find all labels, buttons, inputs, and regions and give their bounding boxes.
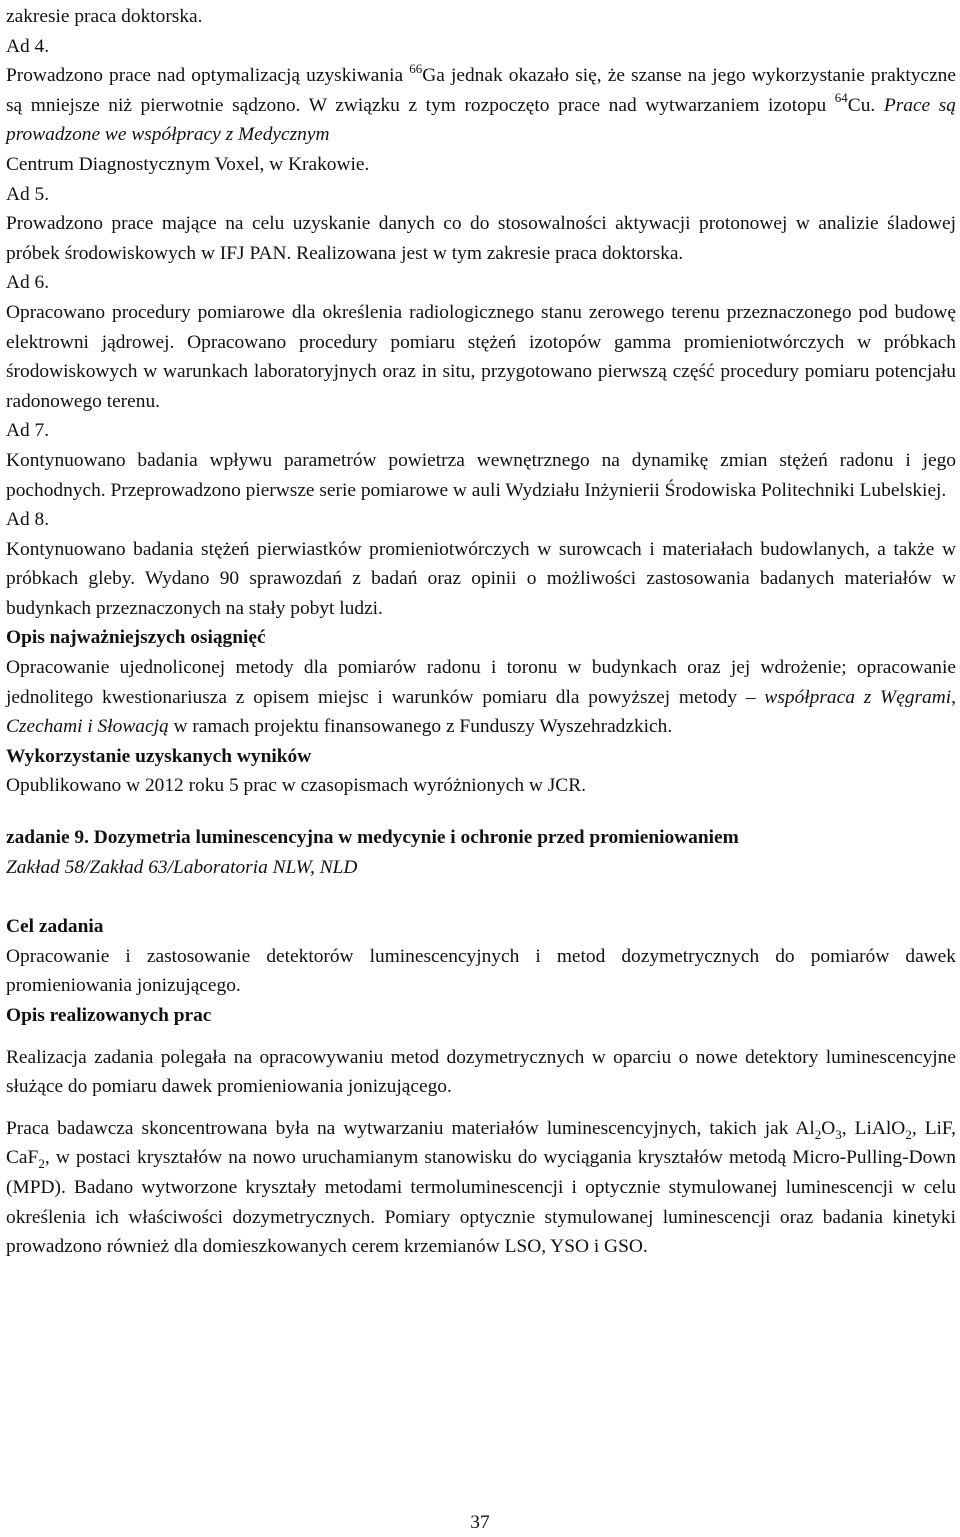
paragraph-ad-4-end: Centrum Diagnostycznym Voxel, w Krakowie.: [6, 153, 370, 175]
paragraph-ad-5: Prowadzono prace mające na celu uzyskanie danych co do stosowalności aktywacji protonowej w analizie śladowej próbek środowiskowych w IFJ PAN. Realizowana jest w tym zakresie praca doktorska.: [6, 213, 956, 264]
work-text-2: Praca badawcza skoncentrowana była na wytwarzaniu materiałów luminescencyjnych, takich jak $Al_2O_3$, LiAlO$_2$, LiF, CaF$_2$, w postaci kryształów na nowo uruchamianym stanowisku do wyciągania kryształów metodą Micro-Pulling-Down (MPD). Badano wytworzone kryształy metodami termoluminescencji i optycznie stymulowanej luminescencji w celu określenia ich właściwości dozymetrycznych. Pomiary optycznie stymulowanej luminescencji oraz badania kinetyki prowadzono również dla domieszkowanych cerem krzemianów LSO, YSO i GSO.: [6, 1117, 957, 1258]
task-9-units: Zakład 58/Zakład 63/Laboratoria NLW, NLD: [6, 856, 358, 878]
page-number: 37: [470, 1512, 490, 1533]
isotope-mass-66: 66: [409, 60, 423, 76]
work-heading: Opis realizowanych prac: [6, 1005, 212, 1026]
paragraph-ad-7: Kontynuowano badania wpływu parametrów powietrza wewnętrznego na dynamikę zmian stężeń radonu i jego pochodnych. Przeprowadzono pierwsze serie pomiarowe w auli Wydziału Inżynierii Środowiska Politechniki Lubelskiej.: [6, 449, 956, 501]
paragraph-ad-4: Prowadzono prace nad optymalizacją uzyskiwania $^{66}$Ga jednak okazało się, że szanse na jego wykorzystanie praktyczne są mniejsze niż pierwotnie sądzono. W związku z tym rozpoczęto prace nad wytwarzaniem izotopu $^{64}$Cu. Prace są prowadzone we współpracy z Medycznym: [6, 60, 957, 146]
results-heading: Wykorzystanie uzyskanych wyników: [6, 745, 312, 767]
task-9-title: zadanie 9. Dozymetria luminescencyjna w medycynie i ochronie przed promieniowaniem: [6, 827, 739, 849]
isotope-mass-64: 64: [834, 90, 848, 106]
paragraph-ad-8: Kontynuowano badania stężeń pierwiastków promieniotwórczych w surowcach i materiałach budowlanych, a także w próbkach gleby. Wydano 90 sprawozdań z badań oraz opinii o możliwości zastosowania badanych materiałów w budynkach przeznaczonych na stały pobyt ludzi.: [6, 538, 956, 619]
document-page: [6, 2, 956, 1262]
achievements-heading: Opis najważniejszych osiągnięć: [6, 627, 266, 649]
ad-7-label: Ad 7.: [6, 420, 50, 442]
goal-text: Opracowanie i zastosowanie detektorów luminescencyjnych i metod dozymetrycznych do pomiarów dawek promieniowania jonizującego.: [6, 945, 956, 997]
goal-heading: Cel zadania: [6, 916, 104, 938]
ad-8-label: Ad 8.: [6, 509, 50, 531]
paragraph-ad-6: Opracowano procedury pomiarowe dla określenia radiologicznego stanu zerowego terenu przeznaczonego pod budowę elektrowni jądrowej. Opracowano procedury pomiaru stężeń izotopów gamma promieniotwórczych w próbkach środowiskowych w warunkach laboratoryjnych oraz in situ, przygotowano pierwszą część procedury pomiaru potencjału radonowego terenu.: [6, 301, 956, 412]
italic-note: Prace są prowadzone we współpracy z Medycznym: [6, 94, 957, 146]
work-text-1: Realizacja zadania polegała na opracowywaniu metod dozymetrycznych w oparciu o nowe detektory luminescencyjne służące do pomiaru dawek promieniowania jonizującego.: [6, 1046, 956, 1098]
achievements-text: Opracowanie ujednoliconej metody dla pomiarów radonu i toronu w budynkach oraz jej wdrożenie; opracowanie jednolitego kwestionariusza z opisem miejsc i warunków pomiaru dla powyższej metody – współpraca z Węgrami, Czechami i Słowacją w ramach projektu finansowanego z Funduszy Wyszehradzkich.: [6, 657, 956, 738]
results-text: Opublikowano w 2012 roku 5 prac w czasopismach wyróżnionych w JCR.: [6, 775, 586, 797]
ad-6-label: Ad 6.: [6, 272, 50, 294]
ad-5-label: Ad 5.: [6, 183, 50, 205]
paragraph-continuation: zakresie praca doktorska.: [6, 6, 203, 27]
ad-4-label: Ad 4.: [6, 35, 50, 57]
